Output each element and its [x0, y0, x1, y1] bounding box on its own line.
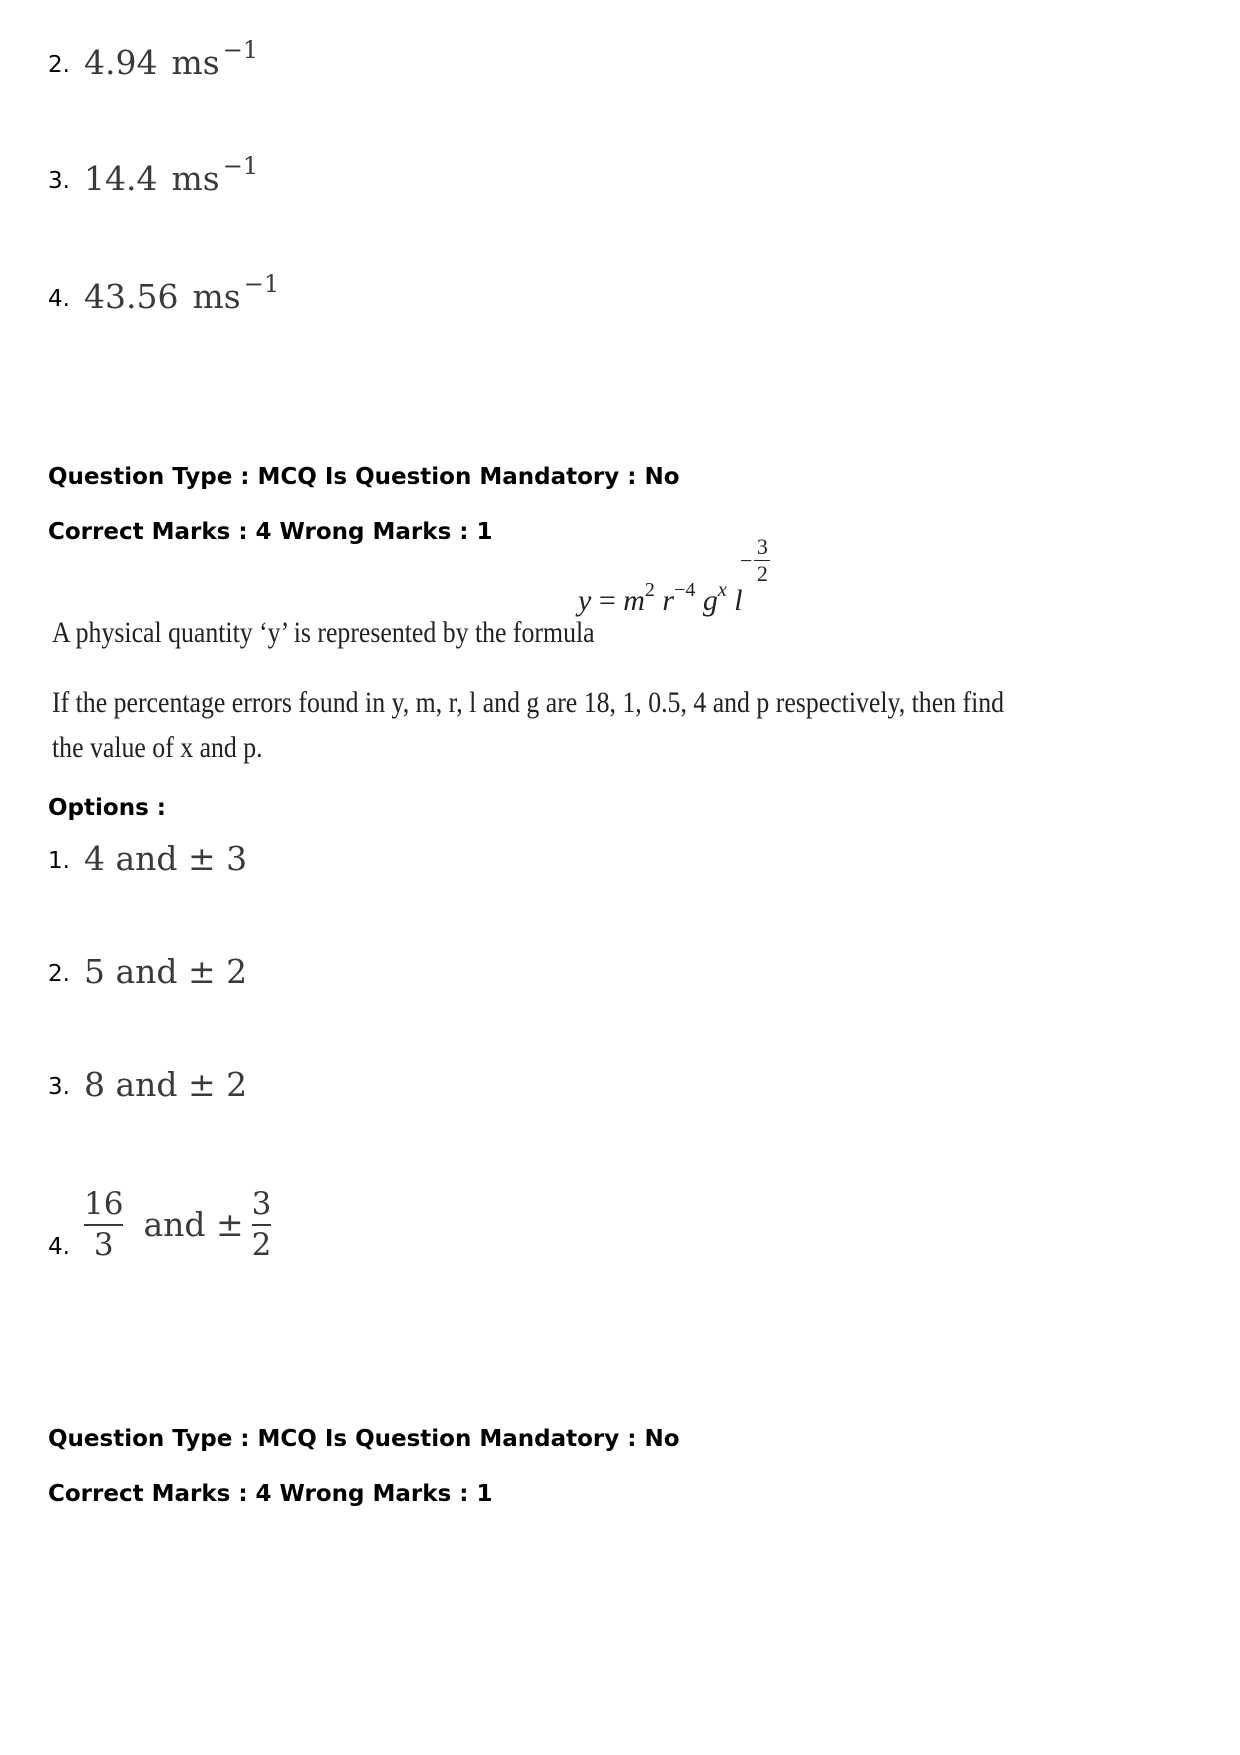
question-formula: $y = m^2$ $r^{-4}$ $g^x$ l − 3 2	[578, 580, 743, 616]
next-question-type-line: Question Type : MCQ Is Question Mandatory : No	[48, 1426, 680, 1452]
question-text-line-1: A physical quantity ‘y’ is represented by the formula	[52, 616, 595, 649]
fraction-3-2: $\frac{3}{2}$	[251, 1186, 272, 1263]
prev-option-2	[48, 36, 259, 82]
prev-option-4	[48, 270, 280, 316]
option-number: 3.	[48, 168, 70, 194]
question-type-line: Question Type : MCQ Is Question Mandatory : No	[48, 464, 680, 490]
option-text: $\frac{16}{3}$ and ± $\frac{3}{2}$	[84, 1186, 272, 1263]
option-number: 1.	[48, 848, 70, 874]
option-number: 4.	[48, 1234, 70, 1261]
marks-line: Correct Marks : 4 Wrong Marks : 1	[48, 519, 493, 545]
option-4[interactable]	[48, 1188, 271, 1261]
option-1[interactable]	[48, 839, 248, 878]
question-text-line-2: If the percentage errors found in y, m, r, l and g are 18, 1, 0.5, 4 and p respectively, then find	[52, 686, 1005, 719]
option-3[interactable]	[48, 1065, 248, 1104]
formula-fraction-exponent: − 3 2	[740, 536, 770, 585]
question-text-line-3: the value of x and p.	[52, 731, 263, 764]
option-2[interactable]	[48, 952, 248, 991]
option-number: 2.	[48, 961, 70, 987]
option-text: 8 and ± 2	[84, 1065, 248, 1104]
fraction-16-3: $\frac{16}{3}$	[84, 1186, 124, 1263]
option-value: 43.56 ms $^{-1}$	[84, 270, 280, 316]
option-number: 3.	[48, 1074, 70, 1100]
next-marks-line: Correct Marks : 4 Wrong Marks : 1	[48, 1481, 493, 1507]
option-value: 4.94 ms $^{-1}$	[84, 36, 259, 82]
options-label: Options :	[48, 795, 166, 821]
prev-option-3	[48, 152, 259, 198]
option-text: 5 and ± 2	[84, 952, 248, 991]
option-text: 4 and ± 3	[84, 839, 248, 878]
option-number: 2.	[48, 52, 70, 78]
option-number: 4.	[48, 286, 70, 312]
option-value: 14.4 ms $^{-1}$	[84, 152, 259, 198]
